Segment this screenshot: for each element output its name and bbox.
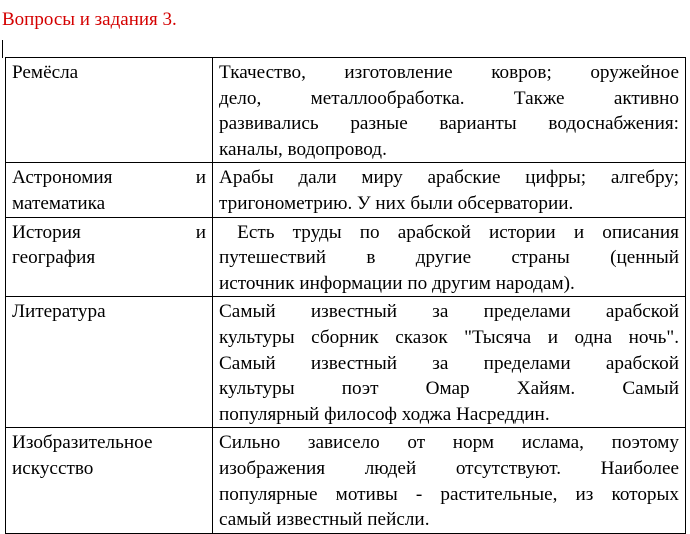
topic-label: История и bbox=[12, 221, 206, 243]
table-row bbox=[6, 58, 686, 163]
topic-label: искусство bbox=[12, 457, 94, 479]
description-line: культуры поэт Омар Хайям. Самый bbox=[219, 378, 679, 400]
topic-cell bbox=[6, 297, 213, 428]
table-row bbox=[6, 297, 686, 428]
topic-label: Литература bbox=[12, 301, 106, 323]
topic-cell bbox=[6, 217, 213, 297]
description-line: Самый известный за пределами арабской bbox=[219, 301, 679, 323]
description-cell bbox=[213, 58, 686, 163]
description-line: Сильно зависело от норм ислама, поэтому bbox=[219, 432, 679, 454]
description-line: Арабы дали миру арабские цифры; алгебру; bbox=[219, 167, 679, 189]
topic-cell bbox=[6, 163, 213, 217]
description-cell bbox=[213, 217, 686, 297]
topic-label: Изобразительное bbox=[12, 432, 153, 454]
description-cell bbox=[213, 428, 686, 533]
description-line: популярный философ ходжа Насреддин. bbox=[219, 403, 550, 425]
description-cell bbox=[213, 163, 686, 217]
description-line: Самый известный за пределами арабской bbox=[219, 352, 679, 374]
topics-table bbox=[5, 57, 686, 534]
description-line: Есть труды по арабской истории и описания bbox=[219, 221, 679, 243]
topic-cell bbox=[6, 428, 213, 533]
divider bbox=[2, 40, 3, 58]
description-line: дело, металлообработка. Также активно bbox=[219, 87, 679, 109]
description-line: культуры сборник сказок "Тысяча и одна ночь". bbox=[219, 326, 679, 348]
description-line: популярные мотивы - растительные, из которых bbox=[219, 483, 679, 505]
description-line: источник информации по другим народам). bbox=[219, 272, 575, 294]
table-row bbox=[6, 428, 686, 533]
topic-label: Астрономия и bbox=[12, 167, 206, 189]
description-line: развивались разные варианты водоснабжения: bbox=[219, 113, 679, 135]
table-row bbox=[6, 163, 686, 217]
description-line: самый известный пейсли. bbox=[219, 509, 430, 531]
description-line: изображения людей отсутствуют. Наиболее bbox=[219, 457, 679, 479]
topic-cell bbox=[6, 58, 213, 163]
topic-label: география bbox=[12, 247, 96, 269]
description-line: Ткачество, изготовление ковров; оружейное bbox=[219, 62, 679, 83]
description-line: путешествий в другие страны (ценный bbox=[219, 247, 679, 269]
page-title: Вопросы и задания 3. bbox=[2, 9, 177, 30]
description-line: каналы, водопровод. bbox=[219, 138, 387, 160]
table-row bbox=[6, 217, 686, 297]
topic-label: Ремёсла bbox=[12, 62, 79, 83]
topic-label: математика bbox=[12, 192, 106, 214]
description-cell bbox=[213, 297, 686, 428]
description-line: тригонометрию. У них были обсерватории. bbox=[219, 192, 574, 214]
